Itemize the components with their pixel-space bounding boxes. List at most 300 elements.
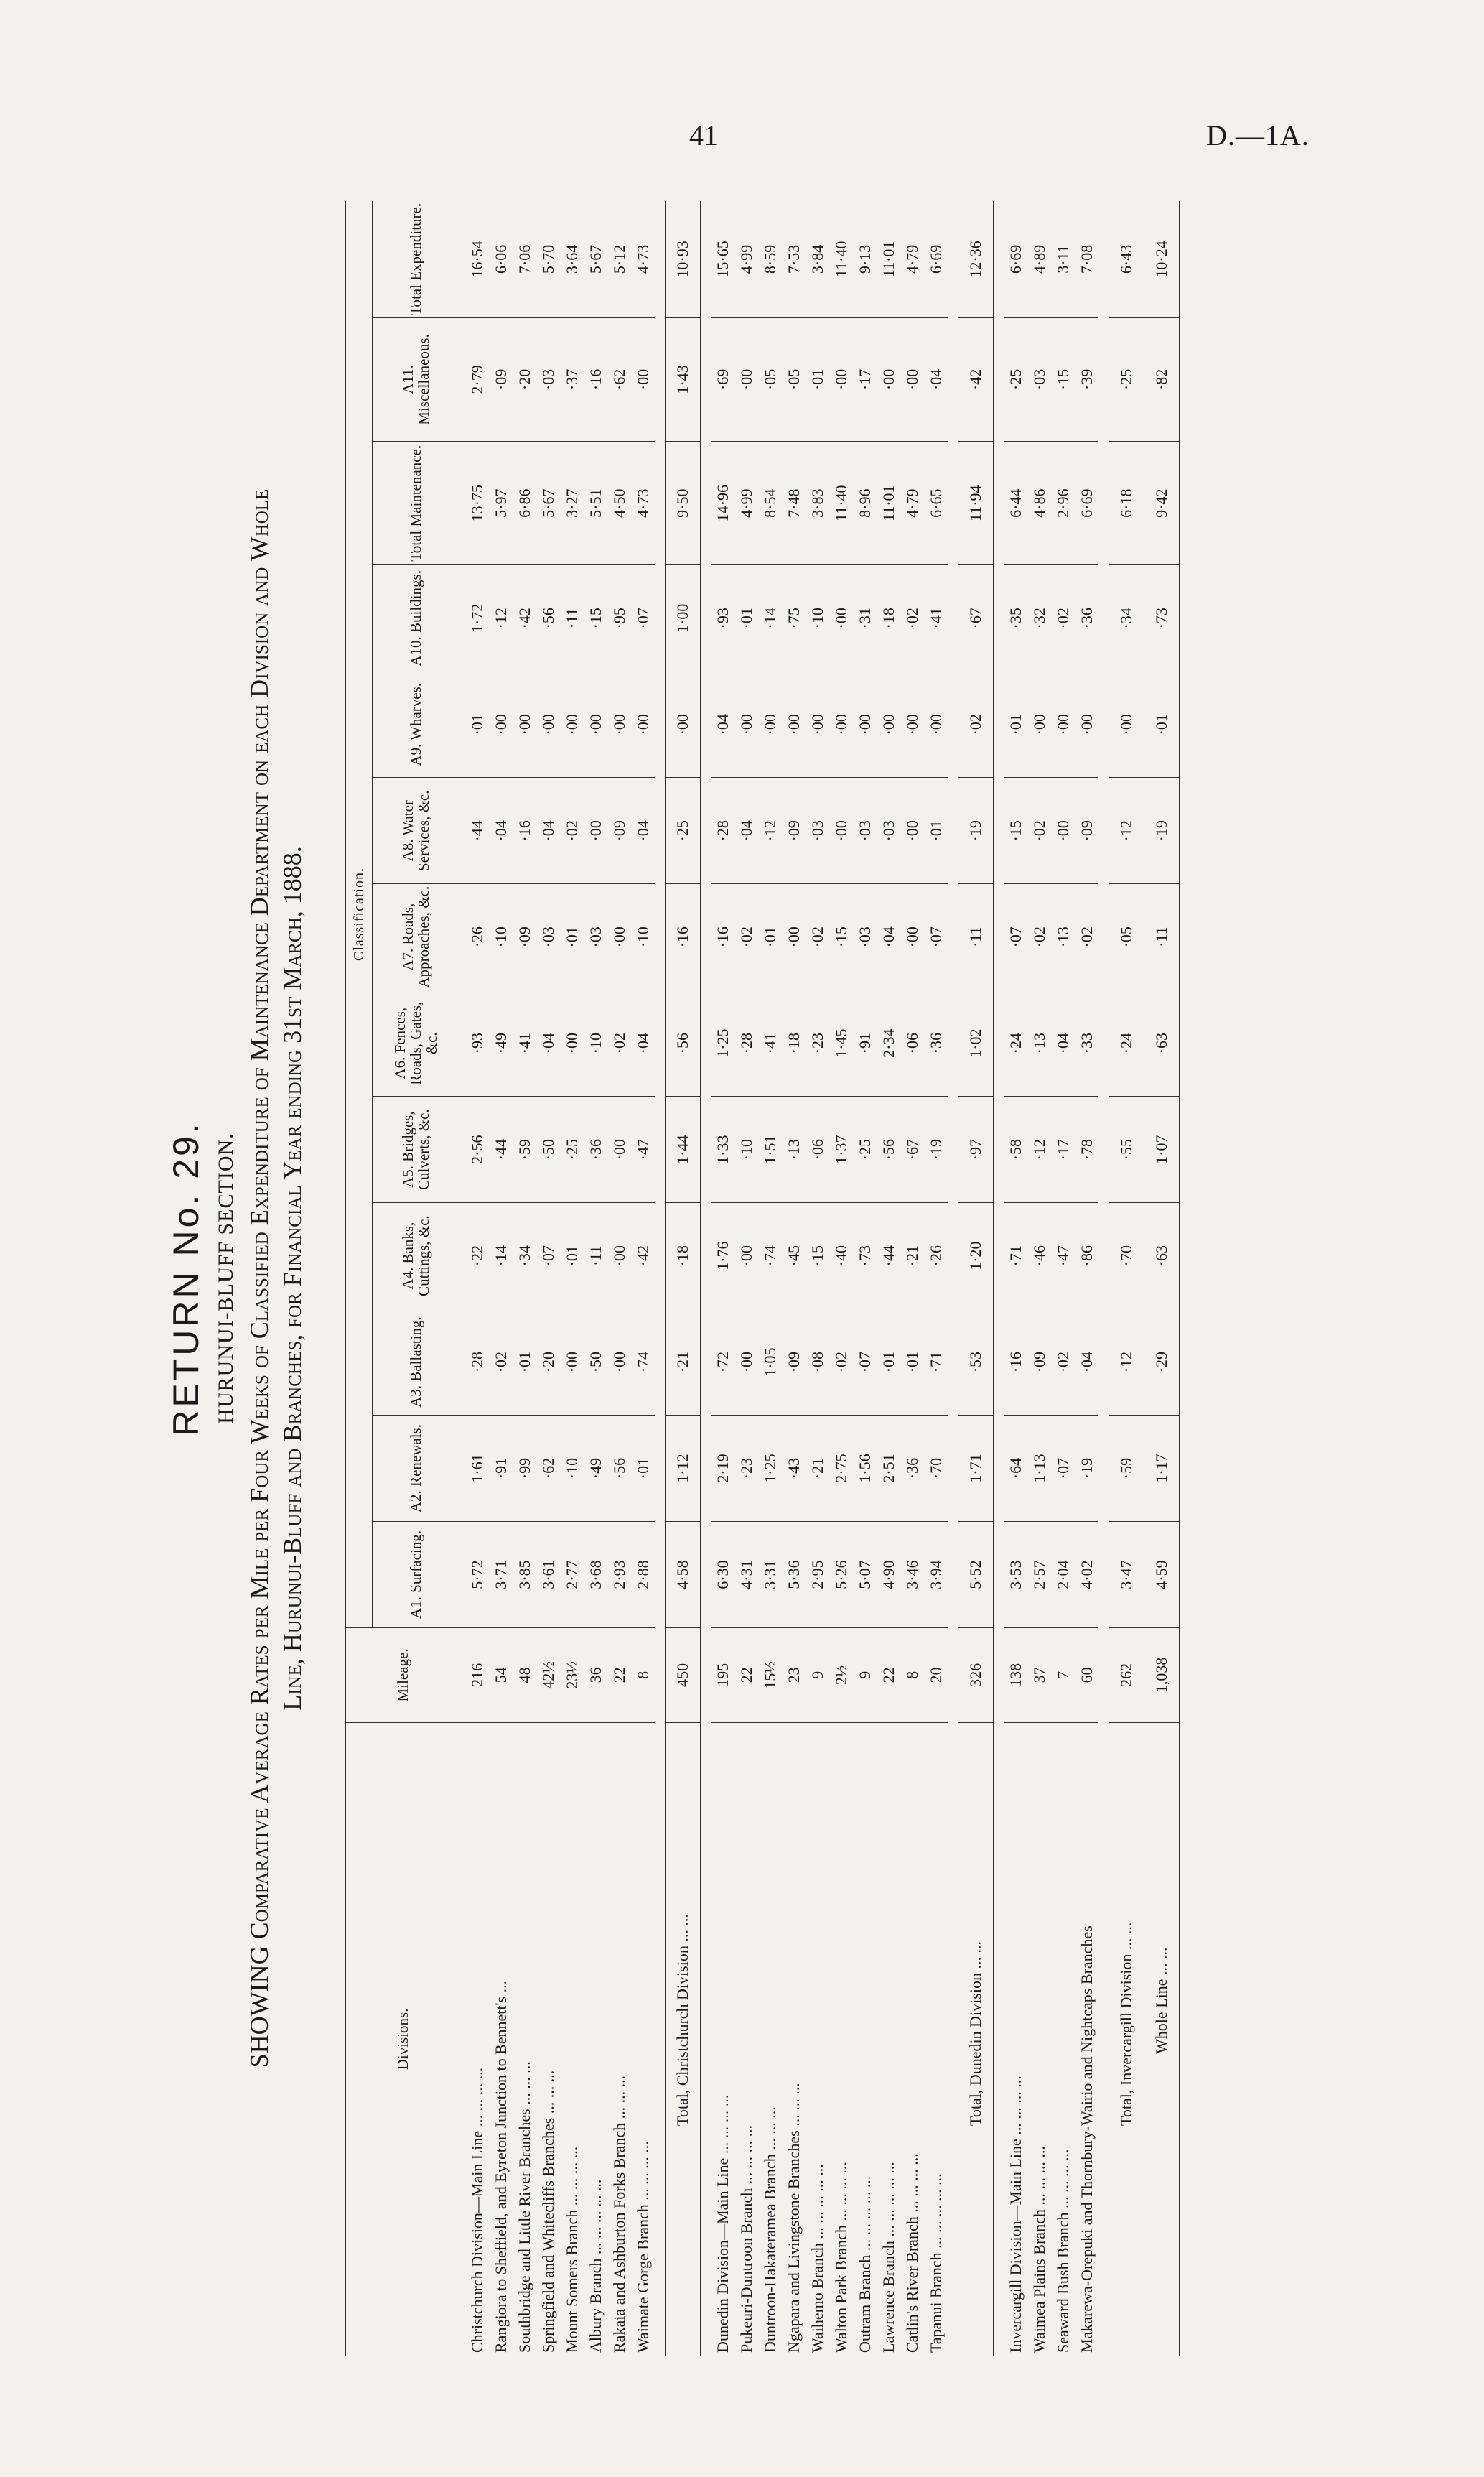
- value-cell: ·09: [1027, 1309, 1051, 1416]
- value-cell: 1·17: [1144, 1416, 1180, 1522]
- column-header: A1. Surfacing.: [373, 1522, 459, 1628]
- value-cell: ·05: [758, 317, 782, 441]
- value-cell: 5·67: [536, 442, 560, 565]
- value-cell: ·56: [607, 1416, 631, 1522]
- value-cell: ·63: [1144, 1203, 1180, 1309]
- value-cell: ·18: [877, 565, 900, 671]
- column-header: Total Expenditure.: [373, 201, 459, 317]
- division-name: Mount Somers Branch ... ... ... ...: [563, 2146, 581, 2353]
- value-cell: 15·65: [711, 201, 734, 317]
- value-cell: ·09: [1075, 778, 1098, 884]
- value-cell: 9·13: [853, 201, 877, 317]
- value-cell: ·02: [806, 884, 829, 990]
- value-cell: 7·06: [513, 201, 536, 317]
- value-cell: ·01: [560, 884, 584, 990]
- value-cell: ·78: [1075, 1097, 1098, 1203]
- value-cell: 1·71: [958, 1416, 994, 1522]
- value-cell: ·04: [924, 317, 948, 441]
- value-cell: ·04: [1075, 1309, 1098, 1416]
- division-name: Waimea Plains Branch ... ... ... ...: [1030, 2146, 1048, 2353]
- value-cell: ·37: [560, 317, 584, 441]
- value-cell: ·00: [1051, 671, 1075, 778]
- value-cell: ·74: [758, 1203, 782, 1309]
- division-name: Lawrence Branch ... ... ... ... ...: [879, 2162, 897, 2353]
- value-cell: 4·89: [1027, 201, 1051, 317]
- table-row: [877, 201, 900, 2356]
- mileage-cell: 138: [1004, 1628, 1027, 1723]
- value-cell: ·62: [607, 317, 631, 441]
- value-cell: ·02: [1051, 1309, 1075, 1416]
- value-cell: 6·44: [1004, 442, 1027, 565]
- mileage-cell: 9: [853, 1628, 877, 1723]
- value-cell: ·09: [607, 778, 631, 884]
- value-cell: ·10: [489, 884, 513, 990]
- value-cell: 7·53: [782, 201, 806, 317]
- value-cell: ·01: [734, 565, 758, 671]
- value-cell: 4·59: [1144, 1522, 1180, 1628]
- mileage-cell: 36: [584, 1628, 607, 1723]
- value-cell: ·01: [900, 1309, 924, 1416]
- value-cell: ·00: [829, 671, 853, 778]
- value-cell: ·07: [1051, 1416, 1075, 1522]
- value-cell: ·21: [900, 1203, 924, 1309]
- value-cell: 2·95: [806, 1522, 829, 1628]
- table-row: [560, 201, 584, 2356]
- spacer-row: [994, 201, 1004, 2356]
- division-name: Rakaia and Ashburton Forks Branch ... ... ...: [610, 2075, 628, 2353]
- value-cell: ·23: [806, 990, 829, 1097]
- value-cell: ·12: [489, 565, 513, 671]
- value-cell: ·04: [536, 990, 560, 1097]
- mileage-cell: 1,038: [1144, 1628, 1180, 1723]
- value-cell: 3·64: [560, 201, 584, 317]
- table-row: [1109, 201, 1144, 2356]
- value-cell: ·17: [853, 317, 877, 441]
- value-cell: ·59: [1109, 1416, 1144, 1522]
- column-header: A6. Fences, Roads, Gates, &c.: [373, 990, 459, 1097]
- value-cell: ·99: [513, 1416, 536, 1522]
- mileage-cell: 15½: [758, 1628, 782, 1723]
- document-reference: D.—1A.: [1206, 119, 1310, 152]
- value-cell: ·70: [1109, 1203, 1144, 1309]
- value-cell: ·36: [1075, 565, 1098, 671]
- value-cell: ·00: [900, 778, 924, 884]
- value-cell: 4·31: [734, 1522, 758, 1628]
- value-cell: ·26: [459, 884, 490, 990]
- value-cell: ·15: [1051, 317, 1075, 441]
- mileage-cell: 195: [711, 1628, 734, 1723]
- value-cell: ·34: [1109, 565, 1144, 671]
- value-cell: 3·85: [513, 1522, 536, 1628]
- value-cell: ·00: [607, 1309, 631, 1416]
- value-cell: 3·71: [489, 1522, 513, 1628]
- value-cell: ·73: [853, 1203, 877, 1309]
- value-cell: 2·04: [1051, 1522, 1075, 1628]
- value-cell: ·23: [734, 1416, 758, 1522]
- mileage-cell: 22: [607, 1628, 631, 1723]
- value-cell: ·29: [1144, 1309, 1180, 1416]
- mileage-cell: 42½: [536, 1628, 560, 1723]
- value-cell: 10·24: [1144, 201, 1180, 317]
- value-cell: 4·73: [631, 201, 655, 317]
- division-name: Rangiora to Sheffield, and Eyreton Junction to Bennett's ...: [492, 1980, 510, 2353]
- value-cell: 2·79: [459, 317, 490, 441]
- value-cell: ·19: [958, 778, 994, 884]
- value-cell: ·28: [711, 778, 734, 884]
- divisions-header: Divisions.: [345, 1722, 459, 2356]
- value-cell: ·18: [782, 990, 806, 1097]
- value-cell: 2·75: [829, 1416, 853, 1522]
- value-cell: ·00: [666, 671, 701, 778]
- value-cell: 1·05: [758, 1309, 782, 1416]
- value-cell: 2·57: [1027, 1522, 1051, 1628]
- division-name: Makarewa-Orepuki and Thornbury-Wairio and Nightcaps Branches: [1078, 1925, 1096, 2353]
- value-cell: ·01: [924, 778, 948, 884]
- value-cell: 9·50: [666, 442, 701, 565]
- value-cell: 1·51: [758, 1097, 782, 1203]
- value-cell: ·13: [1051, 884, 1075, 990]
- value-cell: 3·46: [900, 1522, 924, 1628]
- value-cell: 2·19: [711, 1416, 734, 1522]
- section-title: HURUNUI-BLUFF SECTION.: [214, 1133, 238, 1424]
- value-cell: 5·97: [489, 442, 513, 565]
- value-cell: ·07: [1004, 884, 1027, 990]
- value-cell: ·14: [489, 1203, 513, 1309]
- value-cell: ·18: [666, 1203, 701, 1309]
- value-cell: ·21: [806, 1416, 829, 1522]
- value-cell: ·03: [877, 778, 900, 884]
- value-cell: ·93: [711, 565, 734, 671]
- value-cell: ·02: [958, 671, 994, 778]
- value-cell: 1·61: [459, 1416, 490, 1522]
- value-cell: ·56: [666, 990, 701, 1097]
- value-cell: ·03: [853, 778, 877, 884]
- value-cell: ·50: [536, 1097, 560, 1203]
- mileage-cell: 54: [489, 1628, 513, 1723]
- value-cell: ·44: [459, 778, 490, 884]
- value-cell: ·40: [829, 1203, 853, 1309]
- value-cell: 1·76: [711, 1203, 734, 1309]
- value-cell: ·36: [584, 1097, 607, 1203]
- value-cell: 5·70: [536, 201, 560, 317]
- value-cell: ·00: [560, 671, 584, 778]
- division-name: Whole Line ... ...: [1144, 1722, 1180, 2356]
- value-cell: ·16: [711, 884, 734, 990]
- value-cell: ·00: [734, 671, 758, 778]
- value-cell: 3·53: [1004, 1522, 1027, 1628]
- value-cell: ·06: [806, 1097, 829, 1203]
- value-cell: ·43: [782, 1416, 806, 1522]
- value-cell: 5·36: [782, 1522, 806, 1628]
- value-cell: ·35: [1004, 565, 1027, 671]
- value-cell: ·01: [631, 1416, 655, 1522]
- value-cell: 6·65: [924, 442, 948, 565]
- value-cell: ·24: [1109, 990, 1144, 1097]
- value-cell: 6·18: [1109, 442, 1144, 565]
- value-cell: ·95: [607, 565, 631, 671]
- value-cell: ·06: [900, 990, 924, 1097]
- value-cell: 14·96: [711, 442, 734, 565]
- value-cell: 2·51: [877, 1416, 900, 1522]
- value-cell: ·62: [536, 1416, 560, 1522]
- value-cell: 8·54: [758, 442, 782, 565]
- column-header: A2. Renewals.: [373, 1416, 459, 1522]
- value-cell: 3·47: [1109, 1522, 1144, 1628]
- value-cell: ·00: [924, 671, 948, 778]
- value-cell: ·00: [782, 671, 806, 778]
- value-cell: 11·01: [877, 201, 900, 317]
- value-cell: 3·31: [758, 1522, 782, 1628]
- value-cell: ·00: [1051, 778, 1075, 884]
- value-cell: ·04: [734, 778, 758, 884]
- value-cell: 4·90: [877, 1522, 900, 1628]
- value-cell: ·20: [513, 317, 536, 441]
- value-cell: 11·01: [877, 442, 900, 565]
- value-cell: ·08: [806, 1309, 829, 1416]
- value-cell: ·32: [1027, 565, 1051, 671]
- value-cell: ·04: [536, 778, 560, 884]
- value-cell: ·00: [829, 778, 853, 884]
- column-header: A3. Ballasting.: [373, 1309, 459, 1416]
- value-cell: ·09: [513, 884, 536, 990]
- value-cell: ·03: [1027, 317, 1051, 441]
- value-cell: ·22: [459, 1203, 490, 1309]
- value-cell: ·05: [1109, 884, 1144, 990]
- value-cell: ·02: [560, 778, 584, 884]
- value-cell: ·82: [1144, 317, 1180, 441]
- value-cell: ·13: [782, 1097, 806, 1203]
- spacer-cell: [1098, 201, 1109, 2356]
- value-cell: ·19: [1075, 1416, 1098, 1522]
- mileage-cell: 7: [1051, 1628, 1075, 1723]
- value-cell: ·16: [513, 778, 536, 884]
- value-cell: 5·52: [958, 1522, 994, 1628]
- value-cell: ·10: [631, 884, 655, 990]
- description-line-2: Line, Hurunui-Bluff and Branches, for Financial Year ending 31st March, 1888.: [278, 846, 307, 1711]
- table-row: [513, 201, 536, 2356]
- value-cell: 1·00: [666, 565, 701, 671]
- value-cell: ·41: [758, 990, 782, 1097]
- table-row: [1004, 201, 1027, 2356]
- value-cell: 6·69: [1075, 442, 1098, 565]
- value-cell: 3·11: [1051, 201, 1075, 317]
- value-cell: ·19: [1144, 778, 1180, 884]
- mileage-cell: 23: [782, 1628, 806, 1723]
- value-cell: 4·79: [900, 442, 924, 565]
- value-cell: ·24: [1004, 990, 1027, 1097]
- division-name: Walton Park Branch ... ... ... ...: [832, 2162, 850, 2353]
- value-cell: ·00: [900, 671, 924, 778]
- division-name: Invercargill Division—Main Line ... ... ... ...: [1007, 2076, 1025, 2353]
- mileage-cell: 22: [734, 1628, 758, 1723]
- value-cell: ·12: [1109, 778, 1144, 884]
- division-name: Waimate Gorge Branch ... ... ... ...: [634, 2141, 652, 2353]
- value-cell: 2·96: [1051, 442, 1075, 565]
- value-cell: 5·72: [459, 1522, 490, 1628]
- value-cell: ·00: [1109, 671, 1144, 778]
- table-row: [1051, 201, 1075, 2356]
- value-cell: ·10: [584, 990, 607, 1097]
- value-cell: ·16: [666, 884, 701, 990]
- value-cell: ·00: [758, 671, 782, 778]
- value-cell: ·03: [536, 884, 560, 990]
- value-cell: ·00: [734, 1309, 758, 1416]
- value-cell: ·00: [607, 671, 631, 778]
- table-body: [459, 201, 1180, 2356]
- value-cell: ·04: [877, 884, 900, 990]
- value-cell: ·58: [1004, 1097, 1027, 1203]
- value-cell: ·03: [806, 778, 829, 884]
- value-cell: 1·13: [1027, 1416, 1051, 1522]
- value-cell: ·02: [829, 1309, 853, 1416]
- value-cell: 1·56: [853, 1416, 877, 1522]
- value-cell: ·02: [489, 1309, 513, 1416]
- value-cell: ·25: [1109, 317, 1144, 441]
- value-cell: ·12: [1109, 1309, 1144, 1416]
- value-cell: ·16: [1004, 1309, 1027, 1416]
- value-cell: ·36: [924, 990, 948, 1097]
- value-cell: ·10: [560, 1416, 584, 1522]
- value-cell: 1·37: [829, 1097, 853, 1203]
- value-cell: ·15: [806, 1203, 829, 1309]
- value-cell: ·00: [734, 317, 758, 441]
- value-cell: ·01: [758, 884, 782, 990]
- column-header: A9. Wharves.: [373, 671, 459, 778]
- division-name: Springfield and Whitecliffs Branches ... ... ...: [539, 2070, 557, 2353]
- mileage-cell: 48: [513, 1628, 536, 1723]
- column-header: A5. Bridges, Culverts, &c.: [373, 1097, 459, 1203]
- value-cell: ·56: [877, 1097, 900, 1203]
- value-cell: ·67: [958, 565, 994, 671]
- value-cell: ·03: [853, 884, 877, 990]
- value-cell: 3·84: [806, 201, 829, 317]
- value-cell: 3·83: [806, 442, 829, 565]
- value-cell: ·55: [1109, 1097, 1144, 1203]
- table-row: [900, 201, 924, 2356]
- value-cell: ·45: [782, 1203, 806, 1309]
- column-header: Total Maintenance.: [373, 442, 459, 565]
- value-cell: ·34: [513, 1203, 536, 1309]
- value-cell: 3·94: [924, 1522, 948, 1628]
- rotated-return-sheet: [165, 187, 1328, 2370]
- value-cell: ·15: [829, 884, 853, 990]
- value-cell: ·01: [806, 317, 829, 441]
- table-row: [1144, 201, 1180, 2356]
- spacer-cell: [994, 201, 1004, 2356]
- table-row: [1075, 201, 1098, 2356]
- value-cell: 6·69: [1004, 201, 1027, 317]
- value-cell: 4·99: [734, 442, 758, 565]
- value-cell: 13·75: [459, 442, 490, 565]
- table-row: [758, 201, 782, 2356]
- value-cell: ·04: [489, 778, 513, 884]
- value-cell: 4·73: [631, 442, 655, 565]
- value-cell: ·00: [536, 671, 560, 778]
- value-cell: ·01: [459, 671, 490, 778]
- value-cell: ·12: [1027, 1097, 1051, 1203]
- value-cell: ·03: [584, 884, 607, 990]
- value-cell: 1·02: [958, 990, 994, 1097]
- value-cell: ·09: [782, 1309, 806, 1416]
- value-cell: 1·25: [758, 1416, 782, 1522]
- value-cell: ·11: [584, 1203, 607, 1309]
- value-cell: ·69: [711, 317, 734, 441]
- spacer-row: [1098, 201, 1109, 2356]
- table-row: [489, 201, 513, 2356]
- value-cell: 2·34: [877, 990, 900, 1097]
- value-cell: ·49: [584, 1416, 607, 1522]
- value-cell: ·25: [1004, 317, 1027, 441]
- column-header: A11. Miscellaneous.: [373, 317, 459, 441]
- value-cell: ·00: [584, 778, 607, 884]
- value-cell: ·01: [877, 1309, 900, 1416]
- value-cell: 9·42: [1144, 442, 1180, 565]
- value-cell: ·91: [489, 1416, 513, 1522]
- table-row: [958, 201, 994, 2356]
- mileage-cell: 37: [1027, 1628, 1051, 1723]
- value-cell: ·00: [782, 884, 806, 990]
- division-name: Dunedin Division—Main Line ... ... ... ...: [714, 2094, 732, 2353]
- table-row: [734, 201, 758, 2356]
- value-cell: ·00: [584, 671, 607, 778]
- value-cell: ·75: [782, 565, 806, 671]
- value-cell: ·02: [734, 884, 758, 990]
- value-cell: ·42: [631, 1203, 655, 1309]
- mileage-cell: 262: [1109, 1628, 1144, 1723]
- value-cell: 2·88: [631, 1522, 655, 1628]
- value-cell: ·91: [853, 990, 877, 1097]
- value-cell: ·00: [489, 671, 513, 778]
- return-title: RETURN No. 29.: [166, 1120, 206, 1436]
- value-cell: ·12: [758, 778, 782, 884]
- value-cell: ·74: [631, 1309, 655, 1416]
- mileage-cell: 60: [1075, 1628, 1098, 1723]
- division-name: Pukeuri-Duntroon Branch ... ... ... ...: [737, 2124, 755, 2353]
- value-cell: 4·02: [1075, 1522, 1098, 1628]
- value-cell: ·00: [1027, 671, 1051, 778]
- table-row: [806, 201, 829, 2356]
- table-row: [782, 201, 806, 2356]
- division-name: Tapanui Branch ... ... ... ... ...: [927, 2173, 945, 2353]
- value-cell: ·36: [900, 1416, 924, 1522]
- mileage-cell: 8: [631, 1628, 655, 1723]
- value-cell: ·49: [489, 990, 513, 1097]
- value-cell: ·00: [900, 317, 924, 441]
- value-cell: 1·25: [711, 990, 734, 1097]
- value-cell: ·00: [607, 1203, 631, 1309]
- value-cell: ·02: [1027, 884, 1051, 990]
- division-name: Seaward Bush Branch ... ... ... ...: [1054, 2149, 1072, 2353]
- value-cell: ·11: [560, 565, 584, 671]
- division-name: Duntroon-Hakateramea Branch ... ... ...: [761, 2106, 779, 2353]
- value-cell: 4·50: [607, 442, 631, 565]
- value-cell: ·00: [631, 671, 655, 778]
- value-cell: ·25: [666, 778, 701, 884]
- value-cell: ·33: [1075, 990, 1098, 1097]
- value-cell: 4·86: [1027, 442, 1051, 565]
- value-cell: 3·61: [536, 1522, 560, 1628]
- value-cell: ·70: [924, 1416, 948, 1522]
- value-cell: 7·48: [782, 442, 806, 565]
- spacer-cell: [701, 201, 711, 2356]
- value-cell: ·14: [758, 565, 782, 671]
- value-cell: 3·27: [560, 442, 584, 565]
- mileage-cell: 2½: [829, 1628, 853, 1723]
- value-cell: ·71: [1004, 1203, 1027, 1309]
- value-cell: ·16: [584, 317, 607, 441]
- value-cell: 8·96: [853, 442, 877, 565]
- value-cell: ·02: [900, 565, 924, 671]
